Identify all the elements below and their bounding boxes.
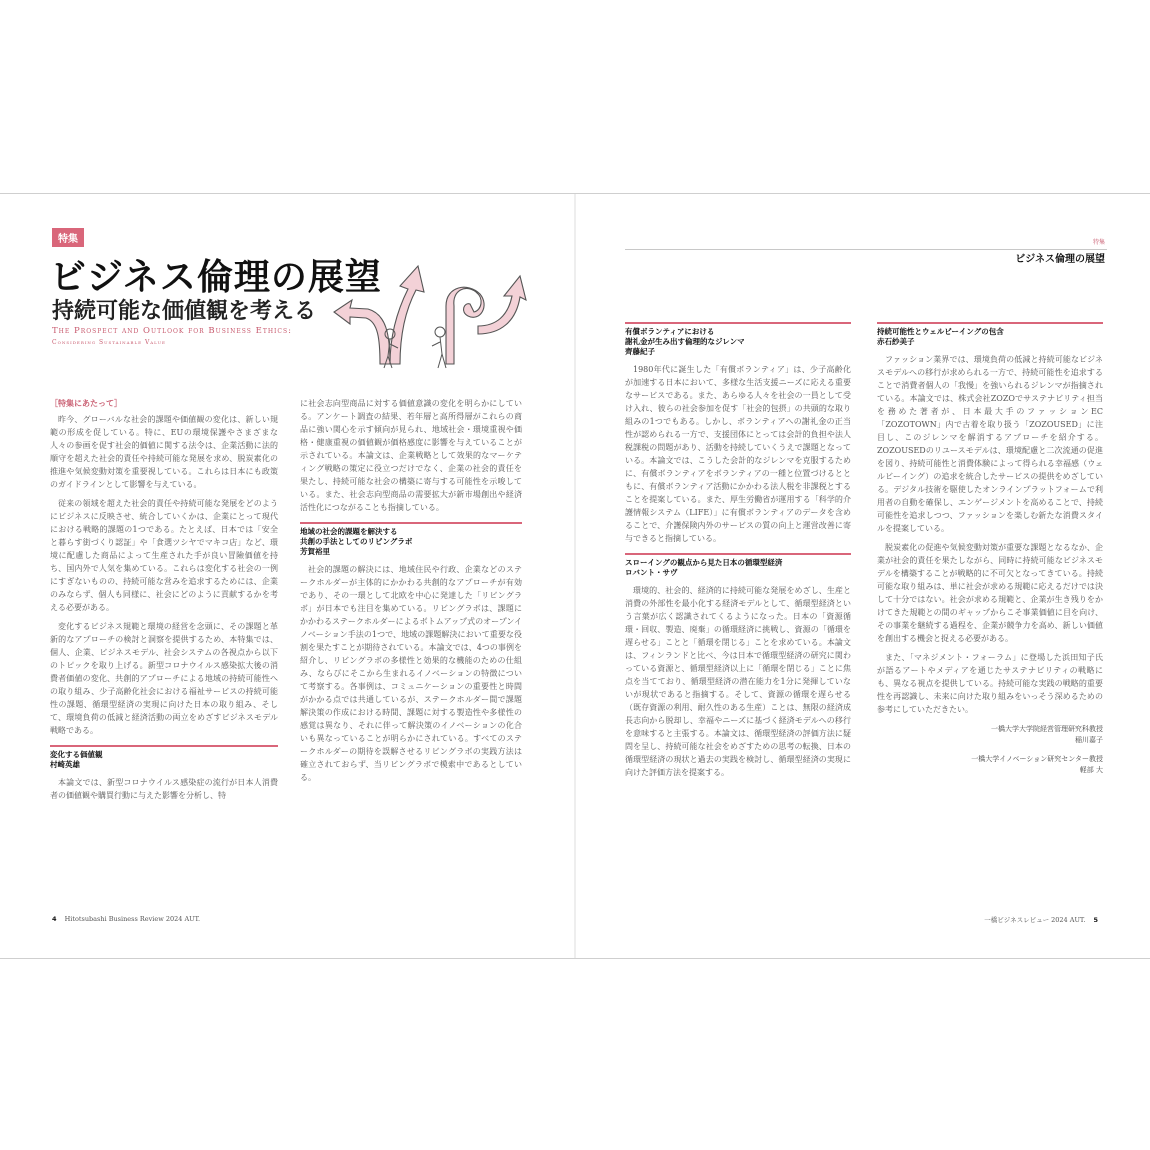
left-footer	[46, 915, 200, 923]
left-page	[0, 194, 575, 958]
magazine-spread	[0, 193, 1150, 959]
section-title: 変化する価値観	[50, 750, 103, 759]
section-author: ロバント・サヴ	[625, 568, 678, 577]
arrow-right-icon	[478, 276, 526, 334]
right-footer	[984, 915, 1104, 924]
figure-head-right-icon	[435, 327, 445, 337]
section-heading	[625, 553, 851, 578]
right-page	[575, 194, 1150, 958]
journal-name: Hitotsubashi Business Review 2024 AUT.	[64, 915, 201, 923]
editor-signature	[877, 754, 1103, 776]
feature-title: ビジネス倫理の展望	[50, 257, 382, 298]
section-title: 地域の社会的課題を解決する 共創の手法としてのリビングラボ	[300, 527, 413, 546]
page-number: 5	[1093, 916, 1098, 924]
running-header-rule	[625, 249, 1107, 250]
left-column-1	[50, 397, 278, 808]
editor-name: 稲川嘉子	[1075, 736, 1103, 744]
arrows-figures-illustration	[328, 264, 528, 372]
closing-paragraph: また、「マネジメント・フォーラム」に登場した浜田知子氏が語るアートやメディアを通じたサステナビリティの戦略にも、異なる視点を提供している。持続可能な実践の戦略的重要性を再認識し、未来に向けた取り組みをいっそう深めるための参考にしていただきたい。	[877, 653, 1103, 714]
page-number: 4	[52, 915, 57, 923]
right-column-2	[877, 322, 1103, 776]
section-author: 村崎英雄	[50, 760, 80, 769]
editor-signature	[877, 724, 1103, 746]
feature-tag: 特集	[52, 228, 84, 247]
running-header-title: ビジネス倫理の展望	[1015, 254, 1105, 265]
right-column-1	[625, 322, 851, 785]
intro-label: ［特集にあたって］	[50, 399, 122, 408]
section-text: 本論文では、新型コロナウイルス感染症の流行が日本人消費者の価値観や購買行動に与えた影響を分析し、特	[50, 778, 278, 800]
english-subtitle: Considering Sustainable Value	[52, 339, 166, 346]
editor-name: 軽部 大	[1079, 766, 1103, 774]
section-text: 環境的、社会的、経済的に持続可能な発展をめざし、生産と消費の外部性を最小化する経済モデルとして、循環型経済という言葉が広く認識されてくるようになった。日本の「資源循環・回収、製造、廃棄」の循環経済に挑戦し、資源の「循環を遅らせる」ことと「循環を閉じる」ことを求めている。本論文は、フィンランドと比べ、今は日本で循環型経済の研究に関わっている資源と、循環型経済以上に「循環を閉じる」ことに焦点を当てており、循環型経済の潜在能力を1分に発揮していないが現状であると指摘する。そして、資源の循環を遅らせる（既存資源の利用、耐久性のある生産）ことは、無限の経済成長志向から脱却し、幸福やニーズに基づく経済モデルへの移行を意味すると主張する。本論文は、循環型経済の評価方法に疑問を呈し、持続可能な社会をめざすための思考の転換、日本の循環型経済の現状と過去の実践を検討し、循環型経済の実現に向けた評価方法を提案する。	[625, 586, 851, 777]
intro-paragraph: 変化するビジネス規範と環境の経営を念頭に、その課題と革新的なアプローチの検討と洞察を提供するため、本特集では、個人、企業、ビジネスモデル、社会システムの各視点から以下のトピックを取り上げる。新型コロナウイルス感染拡大後の消費者価値の変化、共創的アプローチによる地域の持続可能性への取り組み、少子高齢化社会における福祉サービスの持続可能性の課題、循環型経済の実現に向けた日本の取り組み、そして、環境負荷の低減と経済活動の両立をめざすビジネスモデル戦略である。	[50, 622, 278, 735]
intro-paragraph: 昨今、グローバルな社会的課題や価値観の変化は、新しい規範の形成を促している。特に、EUの環境保護やさまざまな人々の参画を促す社会的価値に関する法令は、企業活動に法的順守を超えた社会的責任や持続可能な発展を求め、脱炭素化の推進や気候変動対策を重要視している。これらは日本にも政策のガイドラインとして影響を与えている。	[50, 415, 278, 489]
left-column-2	[300, 397, 522, 790]
section-title: 持続可能性とウェルビーイングの包含	[877, 327, 1004, 336]
section-heading	[625, 322, 851, 357]
section-heading	[877, 322, 1103, 347]
editor-affiliation: 一橋大学大学院経営管理研究科教授	[991, 725, 1103, 733]
section-author: 赤石紗美子	[877, 337, 915, 346]
feature-subtitle: 持続可能な価値観を考える	[52, 298, 317, 324]
section-author: 芳賀裕里	[300, 547, 330, 556]
section-author: 齊藤紀子	[625, 347, 655, 356]
section-text: 1980年代に誕生した「有償ボランティア」は、少子高齢化が加速する日本において、多様な生活支援ニーズに応える重要なサービスである。また、あらゆる人々を社会の一員として受け入れ、彼らの社会参加を促す「社会的包摂」の共頭的な取り組みの1つでもある。しかし、ボランティアへの謝礼金の正当性が認められる一方で、支援団体にとっては会計的負担や法人税課税の問題があり、活動を持続していくうえで課題となっている。本論文では、こうした会計的なジレンマを克服するために、有償ボランティアをボランティアの一種と位置づけるとともに、有償ボランティア活動にかかわる法人税を非課税とすることを提案している。また、厚生労働省が運用する「科学的介護情報システム（LIFE）」に有償ボランティアのデータを含めることで、介護保険内外のサービスの質の向上と運営改善に寄与できると指摘している。	[625, 365, 851, 543]
intro-paragraph: 従来の領域を超えた社会的責任や持続可能な発展をどのようにビジネスに反映させ、統合していくかは、企業にとって現代における戦略的課題の1つである。たとえば、日本では「安全と暮らす街づくり認証」や「食選ツシヤでマキコ店」など、環境に配慮した商品によって生産された手が良い冒險価値を持ち、国内外で人気を集めている。これらは変化する社会の一例にすぎないものの、持続可能な営みを追求するためには、企業のみならず、個人も同様に、社会にどのように貢献するかを考える必要がある。	[50, 499, 278, 612]
running-header-tag: 特集	[1092, 239, 1105, 246]
closing-paragraph: 脱炭素化の促進や気候変動対策が重要な課題となるなか、企業が社会的責任を果たしながら、同時に持続可能なビジネスモデルを構築することが戦略的に不可欠となってきている。持続可能な取り組みは、単に社会が求める規範に応えるだけでは決して十分ではない。社会が求める規範と、企業が生き残りをかけてきた規範との間のギャップからこそ事業価値に目を向け、その事業を継続する過程を、企業が競争力を高め、新しい価値を創出する機会と捉える必要がある。	[877, 543, 1103, 643]
figure-body-right-icon	[432, 337, 446, 368]
editor-affiliation: 一橋大学イノベーション研究センター教授	[971, 755, 1103, 763]
journal-name: 一橋ビジネスレビュー 2024 AUT.	[984, 916, 1086, 924]
section-heading	[300, 522, 522, 557]
english-title: The Prospect and Outlook for Business Ethics:	[52, 326, 292, 336]
section-text: ファッション業界では、環境負荷の低減と持続可能なビジネスモデルへの移行が求められる一方で、持続可能性を追求することで消費者個人の「我慢」を強いられるジレンマが指摘されている。本論文では、株式会社ZOZOでサステナビリティ担当を務めた著者が、日本最大手のファッションEC「ZOZOTOWN」内で古着を取り扱う「ZOZOUSED」に注目し、このジレンマを解消するアプローチを紹介する。ZOZOUSEDのリユースモデルは、環境配慮と二次流通の促進を図り、持続可能性と消費体験によって得られる幸福感（ウェルビーイング）の追求を統合したサービスの提供をめざしている。デジタル技術を駆使したオンラインプラットフォームで利用者の自動を確保し、エンゲージメントを高めることで、持続可能性を追求しつつ、ファッションを楽しむ新たな消費スタイルを提案している。	[877, 355, 1103, 533]
arrow-up-icon	[390, 266, 424, 364]
section-text: 社会的課題の解決には、地域住民や行政、企業などのステークホルダーが主体的にかかわる共創的なアプローチが有効であり、その一環として北欧を中心に発達した「リビングラボ」が日本でも注目を集めている。リビングラボは、課題にかかわるステークホルダーによるボトムアップ式のオープンイノベーション手法の1つで、地域の課題解決において重要な役割を果たすことが期待されている。本論文では、4つの事例を紹介し、リビングラボの多様性と効果的な機能のための仕組み、ならびにそこから生まれるイノベーションの特徴について考察する。各事例は、コミュニケーションの重要性と時間がかかる点では共通しているが、ステークホルダー間で課題解決策の作成における時間、課題に対する製造性や多様性の感覚は異なり、それに伴って解決策のイノベーションの化合いも異なっていることが明らかにされている。すべてのステークホルダーの期待を誤解させるリビングラボの実践方法は確立されておらず、当リビングラボで模索中であるとしている。	[300, 565, 522, 782]
section-title: 有償ボランティアにおける 謝礼金が生み出す倫理的なジレンマ	[625, 327, 745, 346]
body-paragraph: に社会志向型商品に対する価値意識の変化を明らかにしている。アンケート調査の結果、若年層と高所得層がこれらの商品に強い関心を示す傾向が見られ、地域社会・環境重視や価格・健康重視の価値観が価格感度に影響を与えていることが示されている。本論文は、企業戦略として效果的なマーケティング戦略の策定に役立つだけでなく、企業の社会的責任を果たし、持続可能な社会の構築に寄与する可能性を示唆している。また、社会志向型商品の需要拡大が新市場創出や経済活性化につながることも指摘している。	[300, 399, 522, 512]
arrow-left-icon	[334, 300, 390, 364]
section-title: スローイングの観点から見た日本の循環型経済	[625, 558, 783, 567]
section-heading	[50, 745, 278, 770]
